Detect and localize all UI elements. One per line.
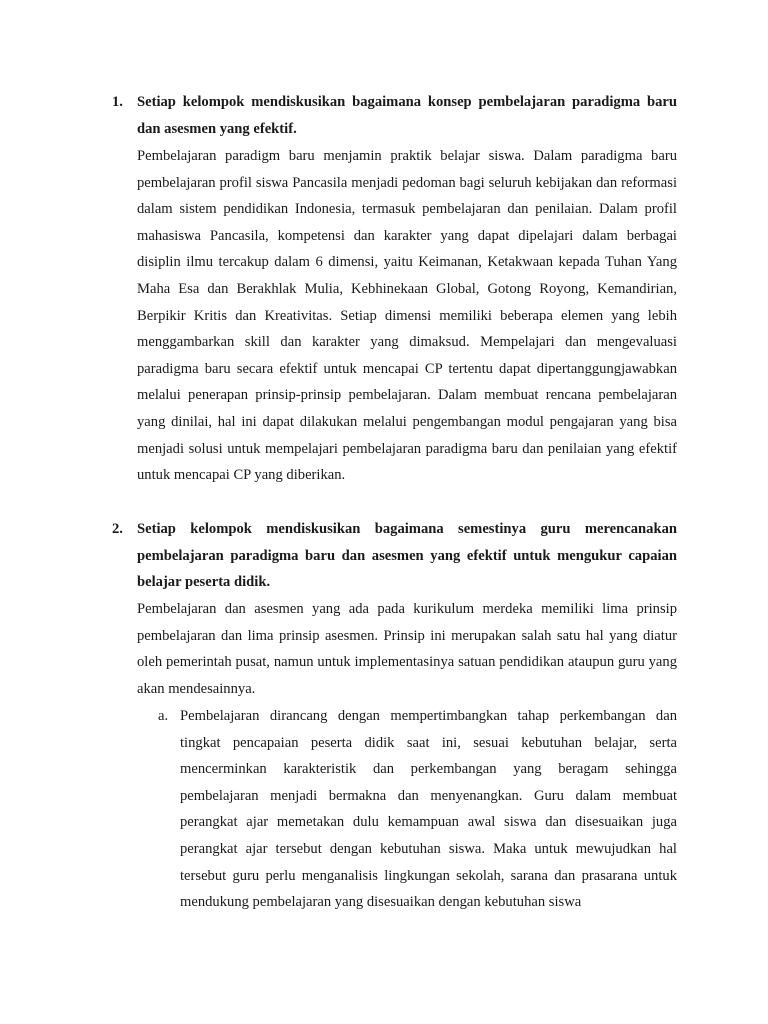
item-answer: Pembelajaran dan asesmen yang ada pada kurikulum merdeka memiliki lima prinsip pembelajaran dan lima prinsip asesmen. Prinsip ini merupakan salah satu hal yang diatur oleh pemerintah pusat, namun untuk implementasinya satuan pendidikan ataupun guru yang akan mendesainnya.	[137, 601, 677, 697]
item-answer: Pembelajaran paradigm baru menjamin praktik belajar siswa. Dalam paradigma baru pembelajaran profil siswa Pancasila menjadi pedoman bagi seluruh kebijakan dan reformasi dalam sistem pendidikan Indonesia, termasuk pembelajaran dan penilaian. Dalam profil mahasiswa Pancasila, kompetensi dan karakter yang dapat dipelajari dalam berbagai disiplin ilmu tercakup dalam 6 dimensi, yaitu Keimanan, Ketakwaan kepada Tuhan Yang Maha Esa dan Berakhlak Mulia, Kebhinekaan Global, Gotong Royong, Kemandirian, Berpikir Kritis dan Kreativitas. Setiap dimensi memiliki beberapa elemen yang lebih menggambarkan skill dan karakter yang dimaksud. Mempelajari dan mengevaluasi paradigma baru secara efektif untuk mencapai CP tertentu dapat dipertanggungjawabkan melalui penerapan prinsip-prinsip pembelajaran. Dalam membuat rencana pembelajaran yang dinilai, hal ini dapat dilakukan melalui pengembangan modul pengajaran yang bisa menjadi solusi untuk mempelajari pembelajaran paradigma baru dan penilaian yang efektif untuk mencapai CP yang diberikan.	[137, 148, 677, 484]
item-question: Setiap kelompok mendiskusikan bagaimana konsep pembelajaran paradigma baru dan asesmen yang efektif.	[137, 94, 677, 137]
item-question: Setiap kelompok mendiskusikan bagaimana semestinya guru merencanakan pembelajaran paradigma baru dan asesmen yang efektif untuk mengukur capaian belajar peserta didik.	[137, 521, 677, 591]
item-number: 2.	[112, 521, 123, 537]
item-number: 1.	[112, 94, 123, 110]
sub-item-marker: a.	[158, 708, 169, 724]
sub-item-text: Pembelajaran dirancang dengan mempertimbangkan tahap perkembangan dan tingkat pencapaian peserta didik saat ini, sesuai kebutuhan belajar, serta mencerminkan karakteristik dan perkembangan yang beragam sehingga pembelajaran menjadi bermakna dan menyenangkan. Guru dalam membuat perangkat ajar memetakan dulu kemampuan awal siswa dan disesuaikan juga perangkat ajar tersebut dengan kebutuhan siswa. Maka untuk mewujudkan hal tersebut guru perlu menganalisis lingkungan sekolah, sarana dan prasarana untuk mendukung pembelajaran yang disesuaikan dengan kebutuhan siswa	[180, 708, 677, 911]
